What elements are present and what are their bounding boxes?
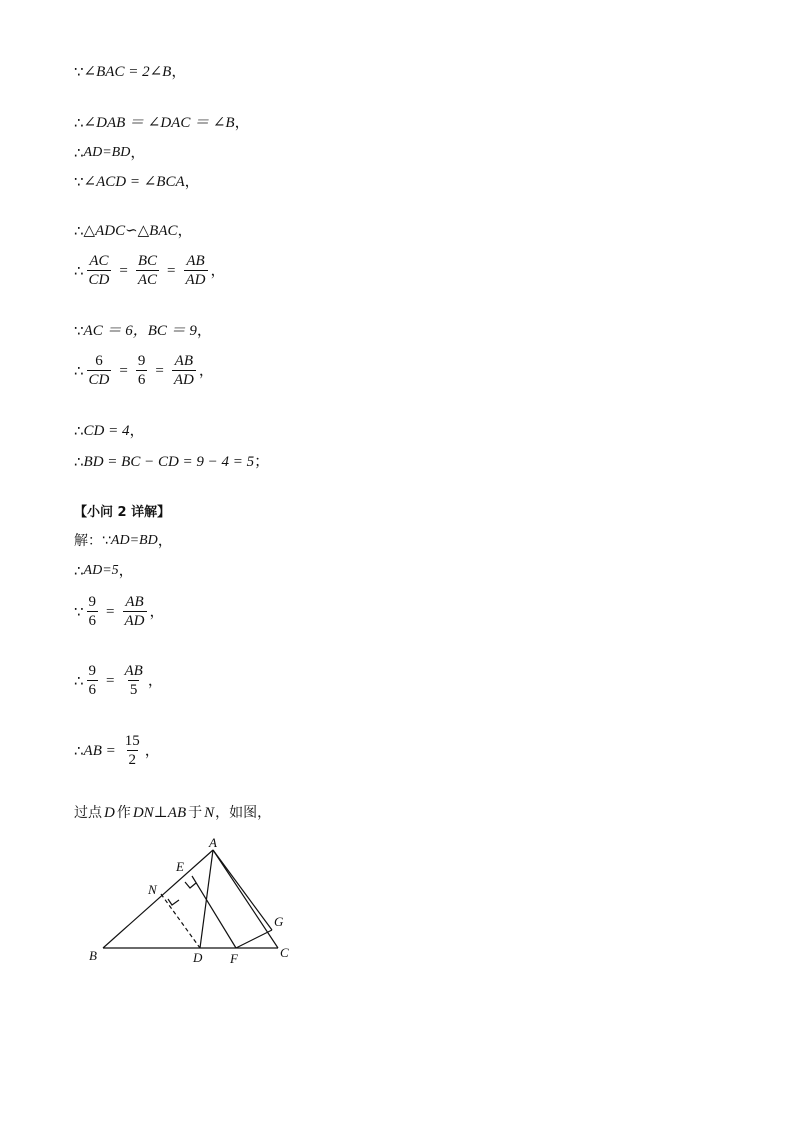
equals-sign: = <box>119 362 128 379</box>
fraction-9-6: $\frac{9}{6}$ <box>137 353 146 388</box>
therefore-symbol: ∴ <box>74 222 84 240</box>
punctuation: ， <box>118 563 134 579</box>
line-given-lengths <box>74 321 212 341</box>
expression: AD=BD <box>83 145 131 160</box>
fraction-ab-ad: $\frac{AB}{AD}$ <box>124 594 145 629</box>
fraction-ab-ad: $\frac{AB}{AD}$ <box>185 253 206 288</box>
equals-sign: = <box>106 672 115 689</box>
because-symbol: ∵ <box>74 322 84 340</box>
right-angle-mark-e <box>185 882 196 888</box>
solution-lead: 解：∵ <box>74 533 111 549</box>
label-a: A <box>209 835 217 850</box>
fraction-6-cd: $\frac{6}{CD}$ <box>88 353 110 388</box>
segment-ef <box>192 876 236 948</box>
label-e: E <box>176 859 184 874</box>
expression: CD = 4 <box>83 423 130 439</box>
segment-ag <box>213 850 272 930</box>
line-ad-equals-bd <box>74 143 145 163</box>
punctuation: ； <box>254 454 270 470</box>
expression: ∠ACD = ∠BCA <box>83 174 185 190</box>
text: 过点 <box>74 805 102 821</box>
line-ratio-values <box>74 352 214 389</box>
punctuation: ， <box>149 603 165 620</box>
label-n: N <box>148 882 157 897</box>
segment-ba <box>103 850 213 948</box>
because-symbol: ∵ <box>74 63 84 81</box>
punctuation: ， <box>196 323 212 339</box>
punctuation: ， <box>157 533 173 549</box>
equals-sign: = <box>167 262 176 279</box>
because-symbol: ∵ <box>74 173 84 191</box>
equals-sign: = <box>119 262 128 279</box>
therefore-symbol: ∴ <box>74 261 84 280</box>
label-f: F <box>230 951 238 966</box>
therefore-symbol: ∴ <box>74 741 84 760</box>
variable: N <box>204 805 215 821</box>
punctuation: ， <box>234 115 250 131</box>
expression: AD=BD <box>110 533 158 548</box>
therefore-symbol: ∴ <box>74 671 84 690</box>
right-angle-mark-n <box>168 899 179 905</box>
equals-sign: = <box>106 603 115 620</box>
therefore-symbol: ∴ <box>74 114 84 132</box>
label-g: G <box>274 914 284 929</box>
therefore-symbol: ∴ <box>74 144 84 162</box>
line-ad-value <box>74 561 134 581</box>
line-solution-start <box>74 531 173 551</box>
section-heading: 【小问 2 详解】 <box>74 505 171 520</box>
line-similar-triangles <box>74 221 193 241</box>
geometry-figure <box>80 832 310 972</box>
expression: AC ＝ 6，BC ＝ 9 <box>83 323 197 339</box>
line-construction <box>74 803 271 823</box>
punctuation: ， <box>171 64 187 80</box>
line-ratio-substitute <box>74 662 163 699</box>
punctuation: ， <box>129 423 145 439</box>
fraction-ac-cd: $\frac{AC}{CD}$ <box>88 253 110 288</box>
fraction-bc-ac: $\frac{BC}{AC}$ <box>137 253 158 288</box>
punctuation: ， <box>177 223 193 239</box>
line-given-angle-acd <box>74 172 200 192</box>
expression: ∠DAB ＝ ∠DAC ＝ ∠B <box>83 115 235 131</box>
text: 作 <box>116 805 131 821</box>
therefore-symbol: ∴ <box>74 453 84 471</box>
fraction-9-6: $\frac{9}{6}$ <box>88 663 97 698</box>
fraction-15-2: $\frac{15}{2}$ <box>124 733 140 768</box>
segment-fg <box>236 930 272 948</box>
label-c: C <box>280 945 289 960</box>
variable: D <box>104 805 115 821</box>
segment-ac <box>213 850 278 948</box>
text: ，如图， <box>215 805 272 821</box>
punctuation: ， <box>184 174 200 190</box>
label-d: D <box>193 950 203 965</box>
line-ratio-letters <box>74 252 226 289</box>
punctuation: ， <box>144 742 160 759</box>
equals-sign: = <box>155 362 164 379</box>
line-given-angle-bac <box>74 62 186 82</box>
variable: DN⊥AB <box>132 805 187 821</box>
expression: △ADC∽△BAC <box>83 223 178 239</box>
expression: AB = <box>83 742 116 759</box>
line-ratio-9-6 <box>74 593 165 630</box>
therefore-symbol: ∴ <box>74 361 84 380</box>
line-cd-value <box>74 421 145 441</box>
segment-dn-dashed <box>161 894 200 948</box>
line-ab-value <box>74 732 160 769</box>
punctuation: ， <box>147 672 163 689</box>
fraction-ab-ad: $\frac{AB}{AD}$ <box>173 353 194 388</box>
therefore-symbol: ∴ <box>74 422 84 440</box>
line-bd-value <box>74 452 269 472</box>
punctuation: ， <box>198 362 214 379</box>
label-b: B <box>89 948 97 963</box>
punctuation: ， <box>130 145 146 161</box>
line-angles-equal <box>74 113 250 133</box>
expression: AD=5 <box>83 563 119 578</box>
expression: ∠BAC = 2∠B <box>83 64 172 80</box>
fraction-ab-5: $\frac{AB}{5}$ <box>124 663 143 698</box>
fraction-9-6: $\frac{9}{6}$ <box>88 594 97 629</box>
because-symbol: ∵ <box>74 602 84 621</box>
therefore-symbol: ∴ <box>74 562 84 580</box>
text: 于 <box>188 805 203 821</box>
punctuation: ， <box>210 262 226 279</box>
expression: BD = BC − CD = 9 − 4 = 5 <box>83 454 255 470</box>
